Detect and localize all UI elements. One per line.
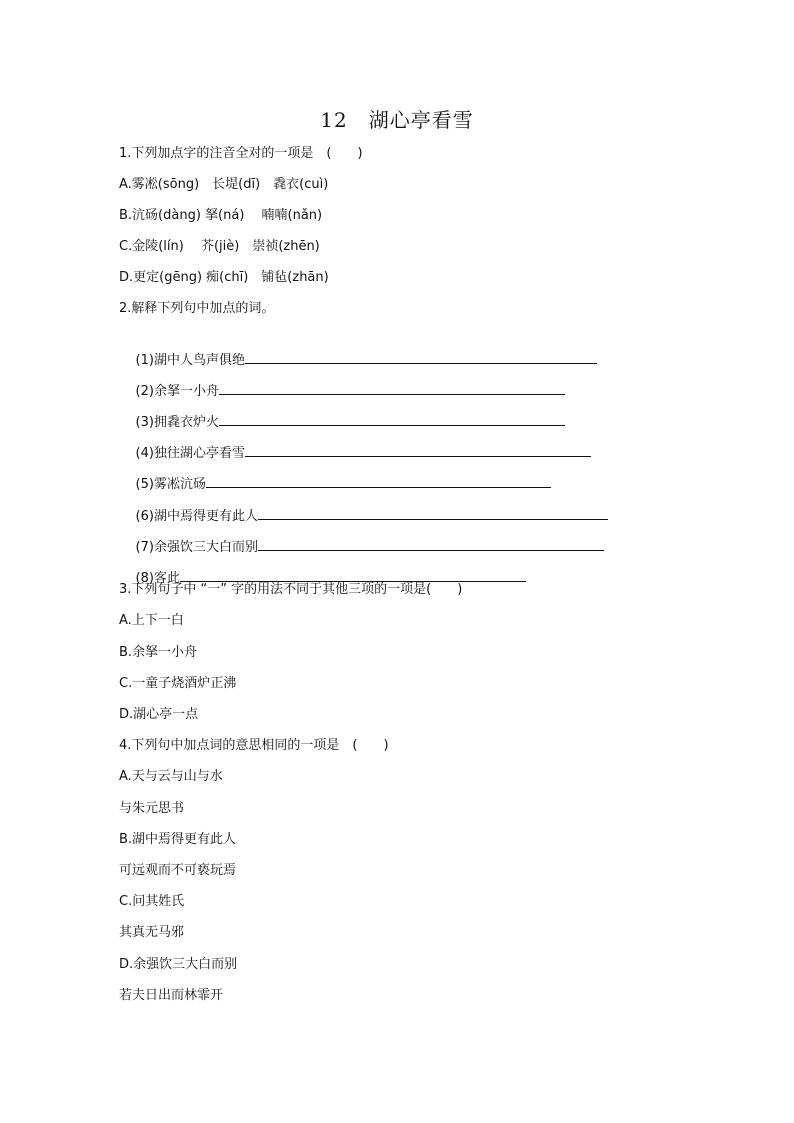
answer-blank[interactable]: [245, 350, 597, 364]
q4-option-c: C.问其姓氏: [119, 894, 185, 909]
question-4-prompt: 4.下列句中加点词的意思相同的一项是 ( ): [119, 738, 389, 753]
q1-option-a: A.雾凇(sōng) 长堤(dī) 毳衣(cuì): [119, 177, 329, 192]
q2-item-text: (7)余强饮三大白而别: [135, 540, 258, 555]
answer-blank[interactable]: [219, 381, 565, 395]
q1-option-c: C.金陵(lín) 芥(jiè) 崇祯(zhēn): [119, 239, 320, 254]
answer-blank[interactable]: [258, 506, 608, 520]
q4-option-d-compare: 若夫日出而林霏开: [119, 988, 224, 1003]
q3-option-a: A.上下一白: [119, 613, 184, 628]
q4-option-b: B.湖中焉得更有此人: [119, 832, 237, 847]
q1-option-b: B.沆砀(dàng) 拏(ná) 喃喃(nǎn): [119, 208, 323, 223]
question-2-prompt: 2.解释下列句中加点的词。: [119, 301, 275, 316]
answer-blank[interactable]: [245, 443, 591, 457]
q4-option-d: D.余强饮三大白而别: [119, 957, 238, 972]
answer-blank[interactable]: [206, 474, 551, 488]
q4-option-a-compare: 与朱元思书: [119, 801, 185, 816]
q3-option-b: B.余拏一小舟: [119, 645, 198, 660]
q4-option-a: A.天与云与山与水: [119, 769, 223, 784]
q2-item-text: (4)独往湖心亭看雪: [135, 446, 245, 461]
q2-item-text: (3)拥毳衣炉火: [135, 415, 219, 430]
q1-option-d: D.更定(gēng) 痴(chī) 铺毡(zhān): [119, 270, 329, 285]
question-1-prompt: 1.下列加点字的注音全对的一项是 ( ): [119, 146, 363, 161]
q2-item-text: (1)湖中人鸟声俱绝: [135, 353, 245, 368]
question-3-prompt: 3.下列句子中 “一” 字的用法不同于其他三项的一项是( ): [119, 582, 463, 597]
q4-option-c-compare: 其真无马邪: [119, 925, 185, 940]
q4-option-b-compare: 可远观而不可亵玩焉: [119, 863, 237, 878]
page-title: 12 湖心亭看雪: [320, 108, 474, 132]
q2-item-text: (8)客此: [135, 571, 180, 586]
q3-option-d: D.湖心亭一点: [119, 707, 199, 722]
answer-blank[interactable]: [180, 568, 526, 582]
q2-item-text: (2)余拏一小舟: [135, 384, 219, 399]
q2-item-text: (6)湖中焉得更有此人: [135, 509, 258, 524]
q3-option-c: C.一童子烧酒炉正沸: [119, 676, 237, 691]
q2-item-text: (5)雾凇沆砀: [135, 477, 206, 492]
answer-blank[interactable]: [219, 412, 565, 426]
answer-blank[interactable]: [258, 537, 604, 551]
